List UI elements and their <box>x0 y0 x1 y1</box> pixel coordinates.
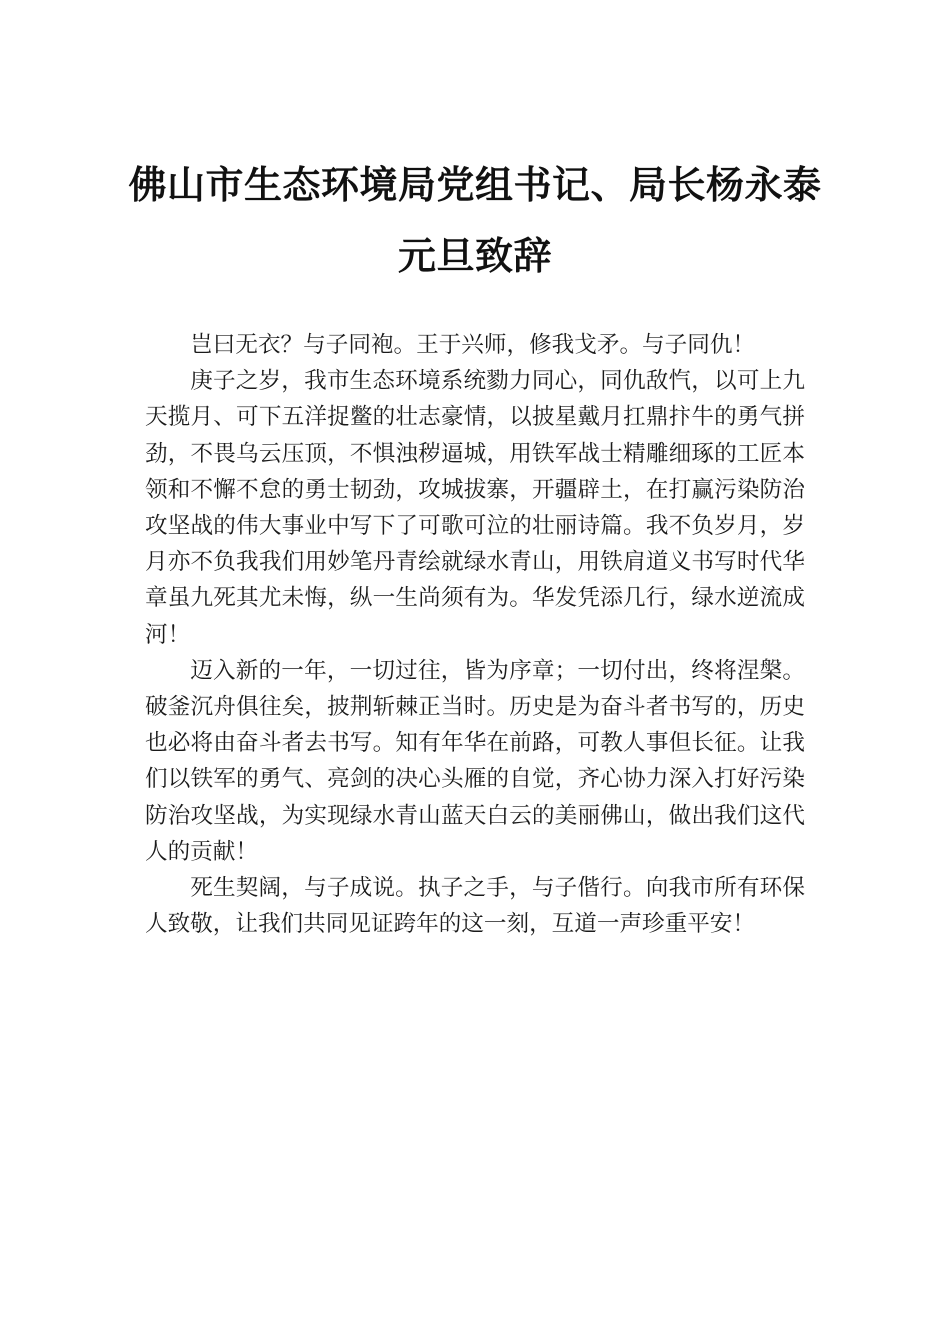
document-title-line-2: 元旦致辞 <box>397 233 552 278</box>
body-paragraph: 岂曰无衣？与子同袍。王于兴师，修我戈矛。与子同仇！ <box>190 332 756 358</box>
document-body <box>145 327 805 942</box>
body-paragraph: 迈入新的一年，一切过往，皆为序章；一切付出，终将涅槃。破釜沉舟俱往矣，披荆斩棘正当时。历史是为奋斗者书写的，历史也必将由奋斗者去书写。知有年华在前路，可教人事但长征。让我们以铁军的勇气、亮剑的决心头雁的自觉，齐心协力深入打好污染防治攻坚战，为实现绿水青山蓝天白云的美丽佛山，做出我们这代人的贡献！ <box>145 657 805 865</box>
body-paragraph: 庚子之岁，我市生态环境系统勠力同心，同仇敌忾，以可上九天揽月、可下五洋捉鳖的壮志豪情，以披星戴月扛鼎抃牛的勇气拼劲，不畏乌云压顶，不惧浊秽逼城，用铁军战士精雕细琢的工匠本领和不懈不怠的勇士韧劲，攻城拔寨，开疆辟土，在打赢污染防治攻坚战的伟大事业中写下了可歌可泣的壮丽诗篇。我不负岁月，岁月亦不负我我们用妙笔丹青绘就绿水青山，用铁肩道义书写时代华章虽九死其尤未悔，纵一生尚须有为。华发凭添几行，绿水逆流成河！ <box>145 368 805 648</box>
body-paragraph: 死生契阔，与子成说。执子之手，与子偕行。向我市所有环保人致敬，让我们共同见证跨年的这一刻，互道一声珍重平安！ <box>145 875 805 938</box>
document-title-line-1: 佛山市生态环境局党组书记、局长杨永泰 <box>128 162 822 207</box>
